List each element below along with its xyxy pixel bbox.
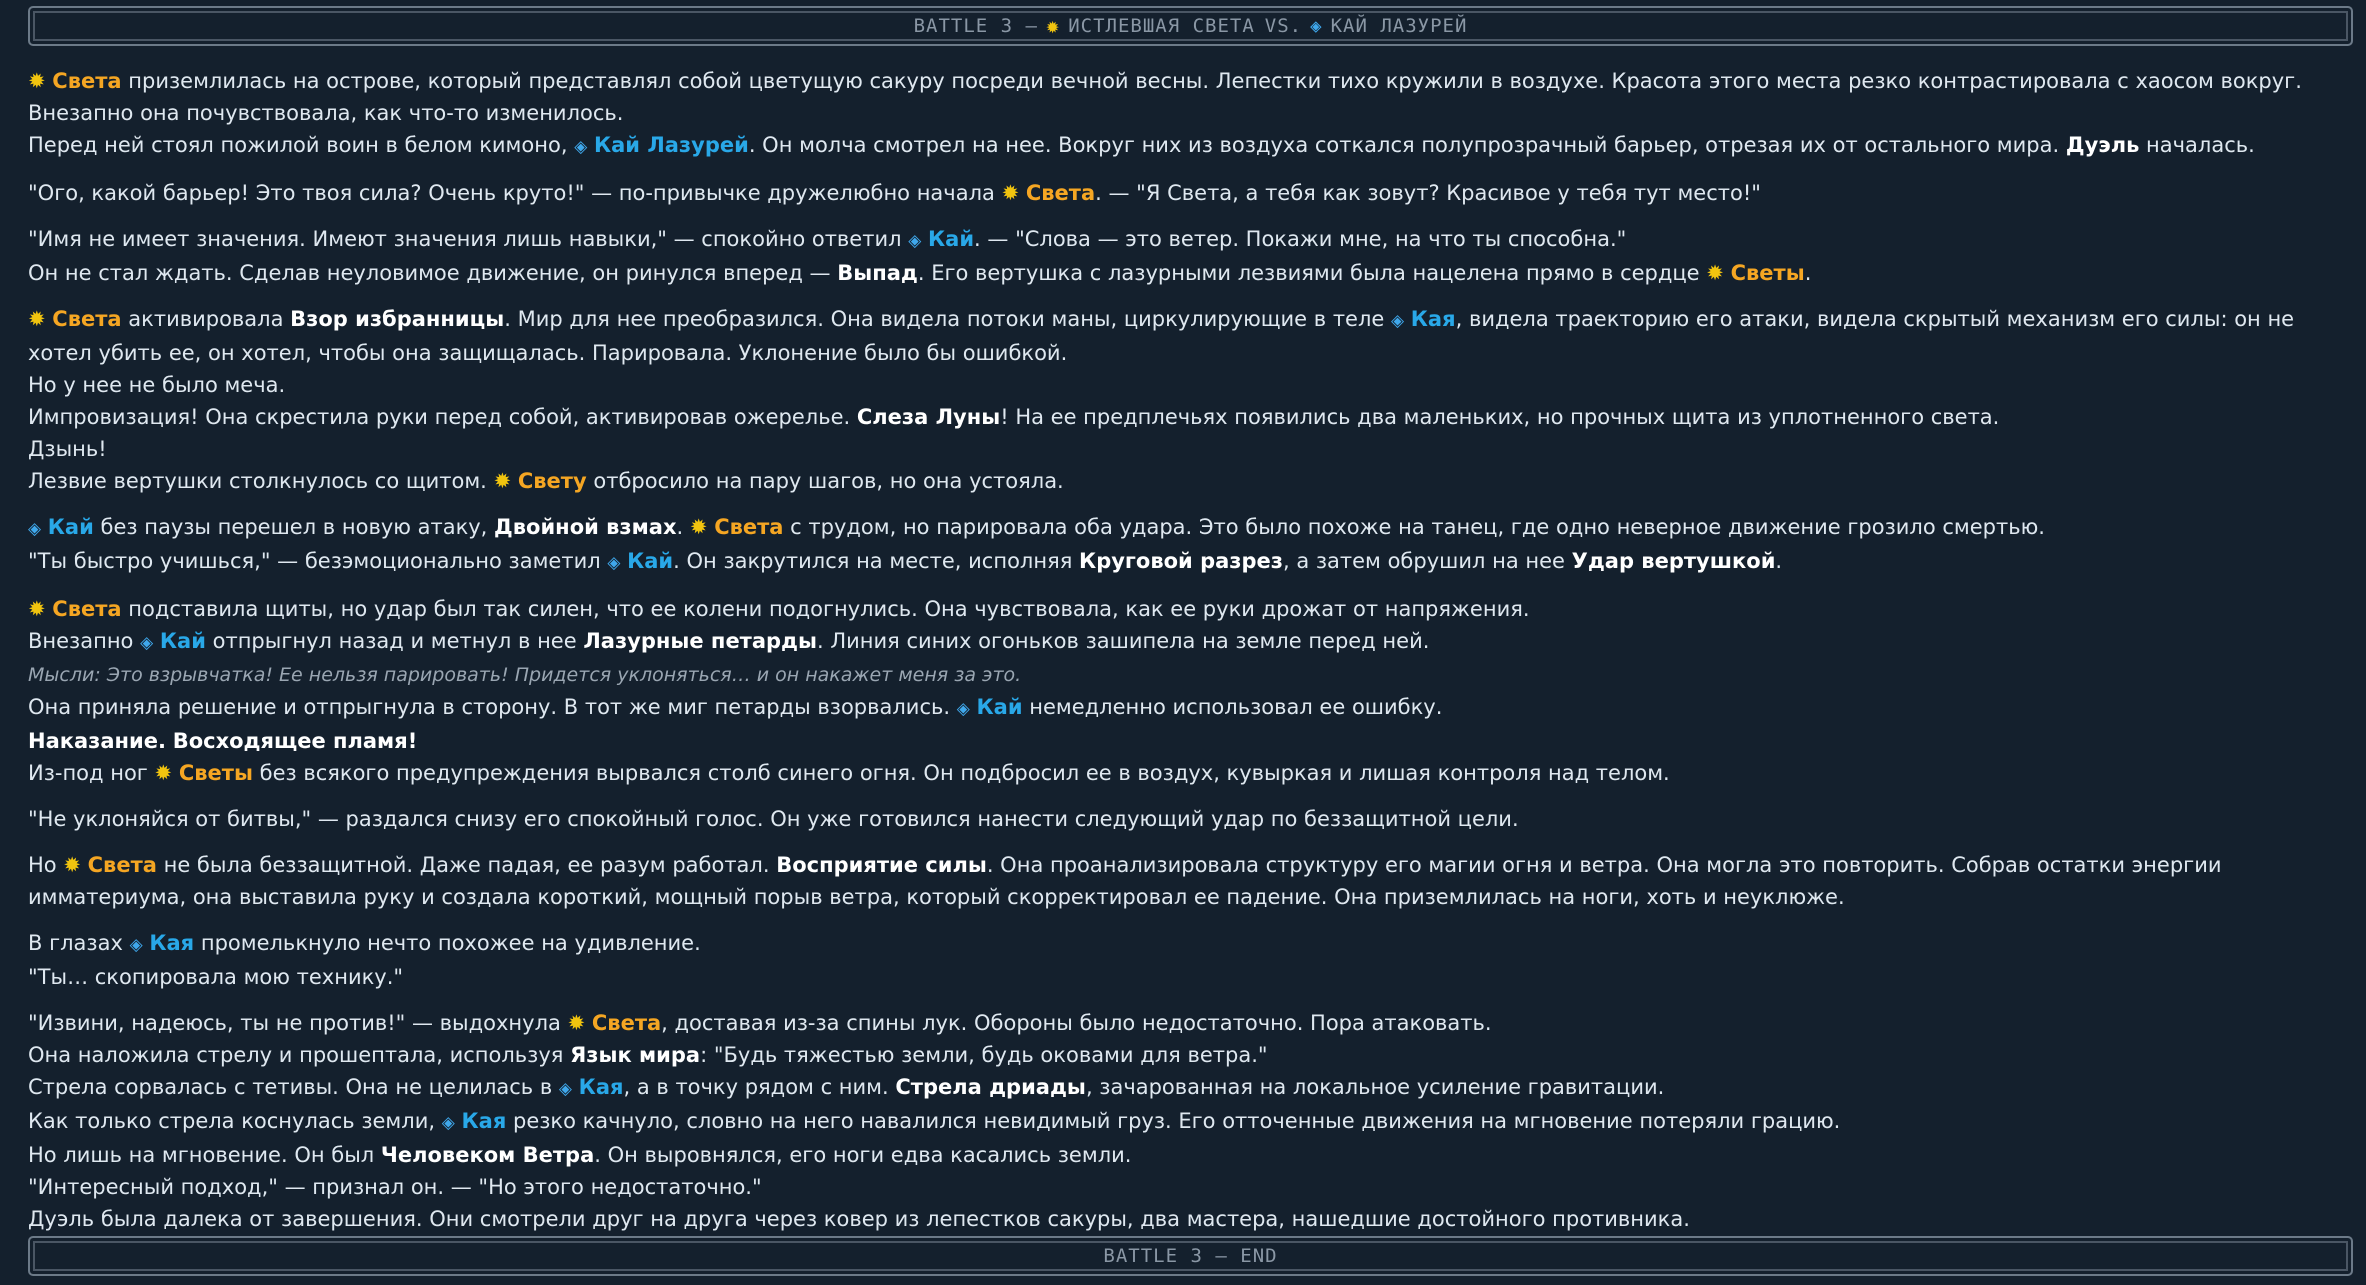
narration: немедленно использовал ее ошибку. xyxy=(1029,695,1443,719)
sun-icon: ✹ xyxy=(1001,181,1020,205)
sun-icon: ✹ xyxy=(567,1011,586,1035)
narration: . Его вертушка с лазурными лезвиями была нацелена прямо в сердце xyxy=(917,261,1700,285)
sun-icon: ✹ xyxy=(63,853,81,877)
log-line xyxy=(28,433,2353,465)
narration: промелькнуло нечто похожее на удивление. xyxy=(200,931,701,955)
dialogue: "Имя не имеет значения. Имеют значения лишь навыки," — спокойно ответил xyxy=(28,227,902,251)
narration: , зачарованная на локальное усиление гравитации. xyxy=(1085,1075,1665,1099)
narration: Он не стал ждать. Сделав неуловимое движение, он ринулся вперед — xyxy=(28,261,831,285)
narration: Как только стрела коснулась земли, xyxy=(28,1109,436,1133)
sun-icon: ✹ xyxy=(689,515,708,539)
fighter-1-name: ИСТЛЕВШАЯ СВЕТА xyxy=(1068,15,1255,37)
narration: резко качнуло, словно на него навалился невидимый груз. Его отточенные движения на мгновение потеряли грацию. xyxy=(513,1109,1841,1133)
sun-icon: ✹ xyxy=(28,69,46,93)
narration: . xyxy=(1775,549,1783,573)
log-line xyxy=(28,927,2353,961)
dialogue: "Ты… скопировала мою технику." xyxy=(28,965,404,989)
narration: отбросило на пару шагов, но она устояла. xyxy=(593,469,1064,493)
narration: без паузы перешел в новую атаку, xyxy=(100,515,488,539)
log-paragraph xyxy=(28,849,2353,913)
narration: . Он выровнялся, его ноги едва касались земли. xyxy=(594,1143,1132,1167)
narration: Импровизация! Она скрестила руки перед собой, активировав ожерелье. xyxy=(28,405,851,429)
dialogue: . — "Я Света, а тебя как зовут? Красивое у тебя тут место!" xyxy=(1095,181,1761,205)
log-line xyxy=(28,65,2353,129)
log-paragraph xyxy=(28,65,2353,163)
sun-icon: ✹ xyxy=(154,761,173,785)
log-line xyxy=(28,961,2353,993)
narration: началась. xyxy=(2146,133,2255,157)
log-line xyxy=(28,257,2353,289)
log-line xyxy=(28,1007,2353,1039)
narration: . Она проанализировала структуру его магии огня и ветра. Она могла это повторить. Собрав остатки энергии имматериума, она выставила руку и создала короткий, мощный порыв ветра, который скорректировал ее падение. Она приземлилась на ноги, хоть и неуклюже. xyxy=(28,853,2222,909)
blue-gem-icon: ◈ xyxy=(574,137,588,157)
narration: приземлилась на острове, который представлял собой цветущую сакуру посреди вечной весны. Лепестки тихо кружили в воздухе. Красота этого места резко контрастировала с хаосом вокруг. Внезапно она почувствовала, как что-то изменилось. xyxy=(28,69,2302,125)
log-line xyxy=(28,803,2353,835)
battle-number: BATTLE 3 – xyxy=(913,15,1038,37)
kai-name: Кая xyxy=(578,1075,624,1099)
log-line xyxy=(28,465,2353,497)
skill-name: Круговой разрез xyxy=(1079,549,1283,573)
narration: Стрела сорвалась с тетивы. Она не целилась в xyxy=(28,1075,553,1099)
sveta-name: Света xyxy=(714,515,784,539)
narration: Дзынь! xyxy=(28,437,107,461)
narration: Она наложила стрелу и прошептала, используя xyxy=(28,1043,564,1067)
narration: без всякого предупреждения вырвался столб синего огня. Он подбросил ее в воздух, кувыркая и лишая контроля над телом. xyxy=(259,761,1670,785)
dialogue: "Не уклоняйся от битвы," — раздался снизу его спокойный голос. Он уже готовился нанести следующий удар по беззащитной цели. xyxy=(28,807,1519,831)
sveta-name: Света xyxy=(1025,181,1096,205)
log-paragraph xyxy=(28,223,2353,289)
skill-name: Стрела дриады xyxy=(895,1075,1086,1099)
sun-icon: ✹ xyxy=(493,469,512,493)
log-paragraph xyxy=(28,803,2353,835)
kai-name: Кай Лазурей xyxy=(593,133,749,157)
kai-name: Кай xyxy=(47,515,94,539)
skill-name: Восходящее пламя xyxy=(172,729,408,753)
narration: отпрыгнул назад и метнул в нее xyxy=(212,629,577,653)
fighter-2-name: КАЙ ЛАЗУРЕЙ xyxy=(1330,15,1468,37)
blue-gem-icon: ◈ xyxy=(28,519,42,539)
log-line xyxy=(28,1203,2353,1235)
blue-gem-icon: ◈ xyxy=(441,1113,455,1133)
log-line xyxy=(28,303,2353,369)
sveta-name: Света xyxy=(52,597,122,621)
battle-footer xyxy=(28,1236,2353,1276)
battle-log xyxy=(28,65,2353,1249)
skill-name: Слеза Луны xyxy=(856,405,1001,429)
sveta-name: Светы xyxy=(1730,261,1805,285)
log-line xyxy=(28,757,2353,789)
narration: активировала xyxy=(128,307,284,331)
skill-name: Выпад xyxy=(837,261,918,285)
skill-name: Двойной взмах xyxy=(494,515,677,539)
log-line xyxy=(28,593,2353,625)
narration: Из-под ног xyxy=(28,761,148,785)
narration: . xyxy=(1804,261,1812,285)
dialogue: "Ого, какой барьер! Это твоя сила? Очень круто!" — по-привычке дружелюбно начала xyxy=(28,181,995,205)
sveta-name: Свету xyxy=(517,469,587,493)
narration: В глазах xyxy=(28,931,123,955)
log-line xyxy=(28,691,2353,725)
skill-name: Язык мира xyxy=(570,1043,701,1067)
log-paragraph xyxy=(28,177,2353,209)
log-line xyxy=(28,1171,2353,1203)
kai-name: Кая xyxy=(149,931,195,955)
narration: , видела траекторию его атаки, видела скрытый механизм его силы: он не хотел убить ее, он хотел, чтобы она защищалась. Парировала. Уклонение было бы ошибкой. xyxy=(28,307,2295,365)
log-line xyxy=(28,849,2353,913)
log-line xyxy=(28,1105,2353,1139)
log-line xyxy=(28,223,2353,257)
dialogue: "Ты быстро учишься," — безэмоционально заметил xyxy=(28,549,601,573)
sun-icon: ✹ xyxy=(28,307,46,331)
kai-name: Кая xyxy=(1410,307,1456,331)
narration: Внезапно xyxy=(28,629,134,653)
narration: , доставая из-за спины лук. Обороны было недостаточно. Пора атаковать. xyxy=(661,1011,1492,1035)
narration: Но у нее не было меча. xyxy=(28,373,286,397)
log-line xyxy=(28,129,2353,163)
log-paragraph xyxy=(28,927,2353,993)
narration: . xyxy=(676,515,684,539)
thought-text: Мысли: Это взрывчатка! Ее нельзя парировать! Придется уклоняться… и он накажет меня за это. xyxy=(28,664,1022,686)
kai-name: Кай xyxy=(627,549,674,573)
blue-gem-icon: ◈ xyxy=(129,935,143,955)
narration: Перед ней стоял пожилой воин в белом кимоно, xyxy=(28,133,568,157)
sun-icon: ✹ xyxy=(1045,13,1061,39)
battle-header xyxy=(28,6,2353,46)
narration: . Он молча смотрел на нее. Вокруг них из воздуха соткался полупрозрачный барьер, отрезая их от остального мира. xyxy=(748,133,2060,157)
narration: ! На ее предплечьях появились два маленьких, но прочных щита из уплотненного света. xyxy=(1000,405,2000,429)
log-line xyxy=(28,625,2353,659)
skill-name: Дуэль xyxy=(2065,133,2140,157)
dialogue: "Извини, надеюсь, ты не против!" — выдохнула xyxy=(28,1011,561,1035)
narration: Но лишь на мгновение. Он был xyxy=(28,1143,375,1167)
narration: подставила щиты, но удар был так силен, что ее колени подогнулись. Она чувствовала, как ее руки дрожат от напряжения. xyxy=(128,597,1530,621)
blue-gem-icon: ◈ xyxy=(558,1079,572,1099)
blue-gem-icon: ◈ xyxy=(1310,15,1323,37)
narration: . Линия синих огоньков зашипела на земле перед ней. xyxy=(817,629,1430,653)
log-line xyxy=(28,725,2353,757)
skill-name: Удар вертушкой xyxy=(1571,549,1776,573)
narration: Дуэль была далека от завершения. Они смотрели друг на друга через ковер из лепестков сакуры, два мастера, нашедшие достойного противника. xyxy=(28,1207,1690,1231)
narration: ! xyxy=(407,729,418,753)
sveta-name: Света xyxy=(52,307,122,331)
sveta-name: Светы xyxy=(178,761,253,785)
blue-gem-icon: ◈ xyxy=(1391,311,1405,331)
skill-name: Наказание xyxy=(28,729,159,753)
narration: с трудом, но парировала оба удара. Это было похоже на танец, где одно неверное движение грозило смертью. xyxy=(790,515,2045,539)
narration: Лезвие вертушки столкнулось со щитом. xyxy=(28,469,487,493)
log-paragraph xyxy=(28,511,2353,579)
narration: , а в точку рядом с ним. xyxy=(623,1075,889,1099)
sun-icon: ✹ xyxy=(28,597,46,621)
blue-gem-icon: ◈ xyxy=(908,231,922,251)
skill-name: Восприятие силы xyxy=(776,853,987,877)
narration: не была беззащитной. Даже падая, ее разум работал. xyxy=(163,853,770,877)
dialogue: "Интересный подход," — признал он. — "Но этого недостаточно." xyxy=(28,1175,762,1199)
narration: . xyxy=(158,729,166,753)
log-line xyxy=(28,369,2353,401)
log-line xyxy=(28,1071,2353,1105)
dialogue: . — "Слова — это ветер. Покажи мне, на что ты способна." xyxy=(974,227,1627,251)
blue-gem-icon: ◈ xyxy=(140,633,154,653)
sveta-name: Света xyxy=(87,853,157,877)
sun-icon: ✹ xyxy=(1706,261,1724,285)
thought-line xyxy=(28,659,2353,691)
narration: . Он закрутился на месте, исполняя xyxy=(673,549,1073,573)
log-line xyxy=(28,1039,2353,1071)
kai-name: Кай xyxy=(159,629,206,653)
narration: , а затем обрушил на нее xyxy=(1282,549,1565,573)
log-line xyxy=(28,511,2353,545)
log-paragraph xyxy=(28,593,2353,789)
log-line xyxy=(28,545,2353,579)
skill-name: Человеком Ветра xyxy=(380,1143,595,1167)
sveta-name: Света xyxy=(591,1011,662,1035)
narration: : "Будь тяжестью земли, будь оковами для ветра." xyxy=(700,1043,1268,1067)
log-line xyxy=(28,1139,2353,1171)
log-paragraph xyxy=(28,303,2353,497)
skill-name: Лазурные петарды xyxy=(583,629,818,653)
battle-end-label: BATTLE 3 – END xyxy=(1103,1245,1278,1267)
skill-name: Взор избранницы xyxy=(290,307,505,331)
log-line xyxy=(28,401,2353,433)
kai-name: Кай xyxy=(976,695,1023,719)
log-line xyxy=(28,177,2353,209)
narration: . Мир для нее преобразился. Она видела потоки маны, циркулирующие в теле xyxy=(504,307,1385,331)
blue-gem-icon: ◈ xyxy=(956,699,970,719)
blue-gem-icon: ◈ xyxy=(607,553,621,573)
sveta-name: Света xyxy=(52,69,122,93)
kai-name: Кая xyxy=(461,1109,507,1133)
log-paragraph xyxy=(28,1007,2353,1235)
narration: Но xyxy=(28,853,57,877)
narration: Она приняла решение и отпрыгнула в сторону. В тот же миг петарды взорвались. xyxy=(28,695,951,719)
vs-label: VS. xyxy=(1264,15,1303,37)
kai-name: Кай xyxy=(927,227,975,251)
